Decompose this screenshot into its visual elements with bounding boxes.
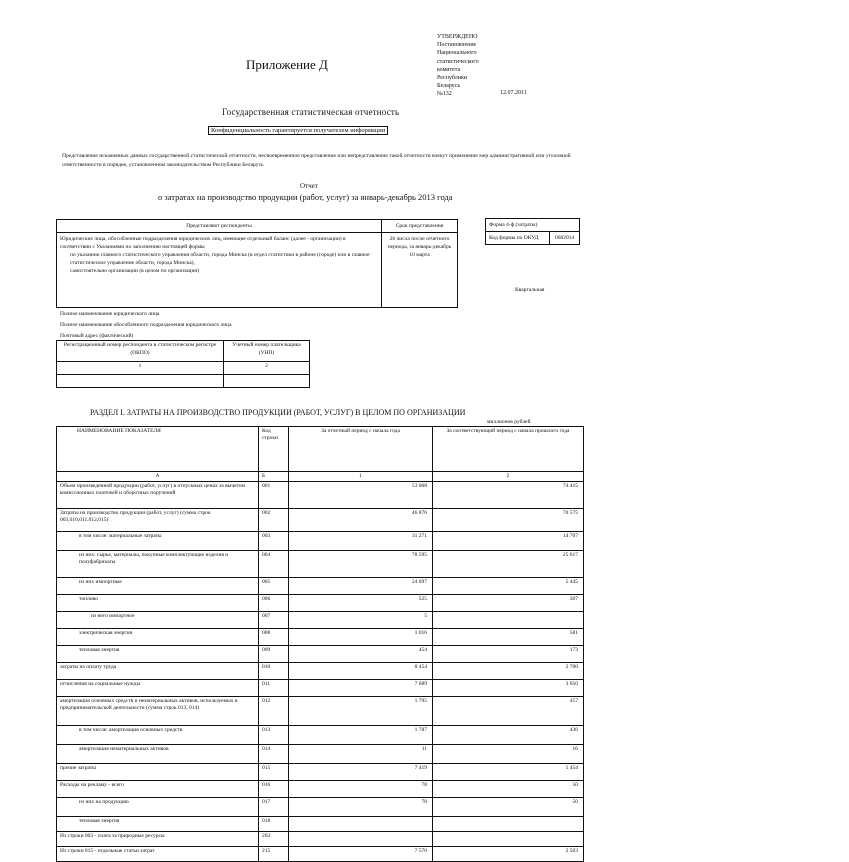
row-name: в том числе: амортизация основных средств [57, 725, 259, 744]
row-code: 003 [259, 531, 289, 550]
row-name: амортизация основных средств и нематериальных активов, используемых в предпринимательской деятельности (сумма строк 013, 014) [57, 696, 259, 725]
unp-value[interactable] [224, 375, 310, 388]
row-current-value[interactable]: 11 [289, 744, 433, 763]
row-current-value[interactable]: 7 570 [289, 846, 433, 861]
warning-paragraph: Представление искаженных данных государственной статистической отчетности, несвоевременное представление или непредставление такой отчетности влекут применение мер административной или уголовной ответственности в порядке, установленном законодательством Республики Беларусь [62, 153, 571, 168]
row-code: 002 [259, 508, 289, 531]
row-code: 004 [259, 550, 289, 577]
row-previous-value[interactable]: 5 445 [433, 577, 584, 594]
row-previous-value[interactable]: 3 050 [433, 679, 584, 696]
row-code: 008 [259, 628, 289, 645]
table-row [57, 679, 584, 696]
section-title: РАЗДЕЛ I. ЗАТРАТЫ НА ПРОИЗВОДСТВО ПРОДУКЦИИ (РАБОТ, УСЛУГ) В ЦЕЛОМ ПО ОРГАНИЗАЦИИ [90, 408, 466, 417]
respondent-block [60, 309, 320, 342]
org-name-line: Полное наименование юридического лица [60, 311, 160, 317]
table-row [57, 725, 584, 744]
row-previous-value[interactable]: 436 [433, 725, 584, 744]
row-current-value[interactable]: 1 016 [289, 628, 433, 645]
table-row [57, 780, 584, 797]
row-current-value[interactable]: 46 876 [289, 508, 433, 531]
row-previous-value[interactable] [433, 831, 584, 846]
table-row [57, 744, 584, 763]
row-code: 017 [259, 797, 289, 816]
row-current-value[interactable] [289, 831, 433, 846]
row-previous-value[interactable]: 50 [433, 797, 584, 816]
unp-index: 2 [224, 362, 310, 375]
col-index-1: 1 [289, 472, 433, 482]
units-label: миллионов рублей [487, 419, 531, 425]
okpo-header: Регистрационный номер респондента в статистическом регистре (ОКПО) [57, 341, 224, 362]
col-current-header: За отчетный период с начала года [289, 427, 433, 472]
row-current-value[interactable]: 7 689 [289, 679, 433, 696]
unp-header: Учетный номер плательщика (УНП) [224, 341, 310, 362]
col-code-header: Код строки [259, 427, 289, 472]
row-current-value[interactable]: 78 [289, 780, 433, 797]
okud-label: Код формы по ОКУД [486, 232, 550, 245]
approval-line: комитета [437, 66, 461, 73]
form-code-box [485, 218, 580, 245]
table-row [57, 594, 584, 611]
row-name: тепловая энергия [57, 816, 259, 831]
table-row [57, 550, 584, 577]
row-name: из него импортное [57, 611, 259, 628]
table-row [57, 831, 584, 846]
report-title: о затратах на производство продукции (работ, услуг) за январь-декабрь 2013 года [158, 192, 453, 202]
approval-date: 12.07.2011 [500, 90, 527, 96]
row-name: прочие затраты [57, 763, 259, 780]
row-previous-value[interactable]: 70 575 [433, 508, 584, 531]
approval-line: статистического [437, 58, 479, 65]
row-name: из них на продукцию [57, 797, 259, 816]
row-code: 203 [259, 831, 289, 846]
col-previous-header: За соответствующий период с начала прошлого года [433, 427, 584, 472]
table-row [57, 577, 584, 594]
providers-body [57, 233, 382, 308]
approval-line: Национального [437, 50, 477, 57]
deadline-col-header: Срок представления [382, 220, 458, 233]
appendix-title: Приложение Д [246, 57, 328, 72]
row-current-value[interactable]: 5 [289, 611, 433, 628]
row-previous-value[interactable]: 1 454 [433, 763, 584, 780]
row-code: 012 [259, 696, 289, 725]
approval-block [437, 33, 507, 99]
row-previous-value[interactable]: 307 [433, 594, 584, 611]
row-name: Из строки 003 - плата за природные ресурсы [57, 831, 259, 846]
row-code: 215 [259, 846, 289, 861]
row-current-value[interactable]: 1 795 [289, 696, 433, 725]
row-name: Расходы на рекламу - всего [57, 780, 259, 797]
col-name-header: НАИМЕНОВАНИЕ ПОКАЗАТЕЛЯ [57, 427, 259, 472]
row-name: затраты на оплату труда [57, 662, 259, 679]
row-code: 005 [259, 577, 289, 594]
approval-line: Беларусь [437, 83, 461, 90]
row-previous-value[interactable]: 25 617 [433, 550, 584, 577]
row-code: 010 [259, 662, 289, 679]
row-code: 011 [259, 679, 289, 696]
row-name: Объем произведенной продукции (работ, услуг) в отпускных ценах за вычетом комиссионных платежей и оборотных поручений [57, 481, 259, 508]
col-index-b: Б [259, 472, 289, 482]
row-code: 009 [259, 645, 289, 662]
row-current-value[interactable] [289, 816, 433, 831]
registration-table [56, 340, 310, 388]
row-previous-value[interactable] [433, 611, 584, 628]
row-current-value[interactable]: 24 697 [289, 577, 433, 594]
periodicity-label: Квартальная [515, 287, 545, 293]
row-current-value[interactable]: 1 787 [289, 725, 433, 744]
row-previous-value[interactable] [433, 816, 584, 831]
table-row [57, 662, 584, 679]
approval-line: №132 [437, 91, 452, 98]
table-row [57, 696, 584, 725]
table-row [57, 481, 584, 508]
row-previous-value[interactable]: 173 [433, 645, 584, 662]
row-code: 016 [259, 780, 289, 797]
row-name: в том числе: материальные затраты [57, 531, 259, 550]
costs-table [56, 426, 584, 862]
row-code: 014 [259, 744, 289, 763]
row-current-value[interactable]: 7 419 [289, 763, 433, 780]
row-name: Из строки 015 - отдельные статьи затрат [57, 846, 259, 861]
row-code: 015 [259, 763, 289, 780]
deadline-text: 26 числа после отчетного периода, за январь-декабрь 10 марта [382, 233, 458, 308]
state-report-label: Государственная статистическая отчетность [222, 107, 400, 117]
row-previous-value[interactable]: 2 503 [433, 846, 584, 861]
confidential-notice: Конфиденциальность гарантируется получателем информации [208, 126, 388, 135]
report-word: Отчет [300, 182, 318, 190]
row-previous-value[interactable]: 50 [433, 780, 584, 797]
table-row [57, 797, 584, 816]
row-name: отчисления на социальные нужды [57, 679, 259, 696]
row-current-value[interactable]: 53 068 [289, 481, 433, 508]
table-row [57, 508, 584, 531]
providers-table [56, 219, 458, 308]
row-name: Затраты на производство продукции (работ, услуг) (сумма строк 003,010,011,012,015) [57, 508, 259, 531]
row-name: электрическая энергия [57, 628, 259, 645]
row-code: 006 [259, 594, 289, 611]
table-row [57, 611, 584, 628]
col-index-a: А [57, 472, 259, 482]
approval-line: УТВЕРЖДЕНО [437, 34, 478, 40]
row-current-value[interactable]: 8 454 [289, 662, 433, 679]
postal-address-line: Почтовый адрес (фактический) [60, 333, 134, 339]
col-index-2: 2 [433, 472, 584, 482]
row-previous-value[interactable]: 581 [433, 628, 584, 645]
approval-line: Республики [437, 75, 468, 82]
table-row [57, 531, 584, 550]
cost-rows [57, 481, 584, 861]
row-current-value[interactable]: 525 [289, 594, 433, 611]
row-current-value[interactable]: 78 [289, 797, 433, 816]
form-title: Форма 4-ф (затраты) [486, 219, 580, 232]
row-previous-value[interactable]: 14 707 [433, 531, 584, 550]
table-row [57, 628, 584, 645]
row-name: из них импортные [57, 577, 259, 594]
providers-text-2: по указанию главного статистического управления области, города Минска (в отдел статистики в районе (городе) или в главное статистическое управление области, города Минска), [70, 252, 370, 266]
row-previous-value[interactable]: 16 [433, 744, 584, 763]
table-row [57, 763, 584, 780]
branch-name-line: Полное наименование обособленного подразделения юридического лица [60, 322, 232, 328]
approval-line: Постановление [437, 42, 477, 49]
row-name: топливо [57, 594, 259, 611]
row-current-value[interactable]: 31 271 [289, 531, 433, 550]
okpo-value[interactable] [57, 375, 224, 388]
row-code: 007 [259, 611, 289, 628]
row-name: из них: сырье, материалы, покупные комплектующие изделия и полуфабрикаты [57, 550, 259, 577]
providers-text-3: самостоятельно организации (в целом по организации) [70, 268, 200, 274]
table-row [57, 816, 584, 831]
okpo-index: 1 [57, 362, 224, 375]
table-row [57, 645, 584, 662]
row-name: амортизация нематериальных активов [57, 744, 259, 763]
row-previous-value[interactable]: 74 415 [433, 481, 584, 508]
row-name: тепловая энергия [57, 645, 259, 662]
providers-text-1: Юридические лица, обособленные подразделения юридических лиц, имеющие отдельный баланс (далее - организации) в соответствии с Указаниями по заполнению настоящей формы [60, 236, 346, 250]
row-current-value[interactable]: 78 595 [289, 550, 433, 577]
row-code: 018 [259, 816, 289, 831]
row-code: 013 [259, 725, 289, 744]
row-previous-value[interactable]: 457 [433, 696, 584, 725]
row-current-value[interactable]: 454 [289, 645, 433, 662]
row-previous-value[interactable]: 2 700 [433, 662, 584, 679]
providers-col-header: Представляют респонденты [57, 220, 382, 233]
row-code: 001 [259, 481, 289, 508]
okud-value: 0602014 [550, 232, 580, 245]
